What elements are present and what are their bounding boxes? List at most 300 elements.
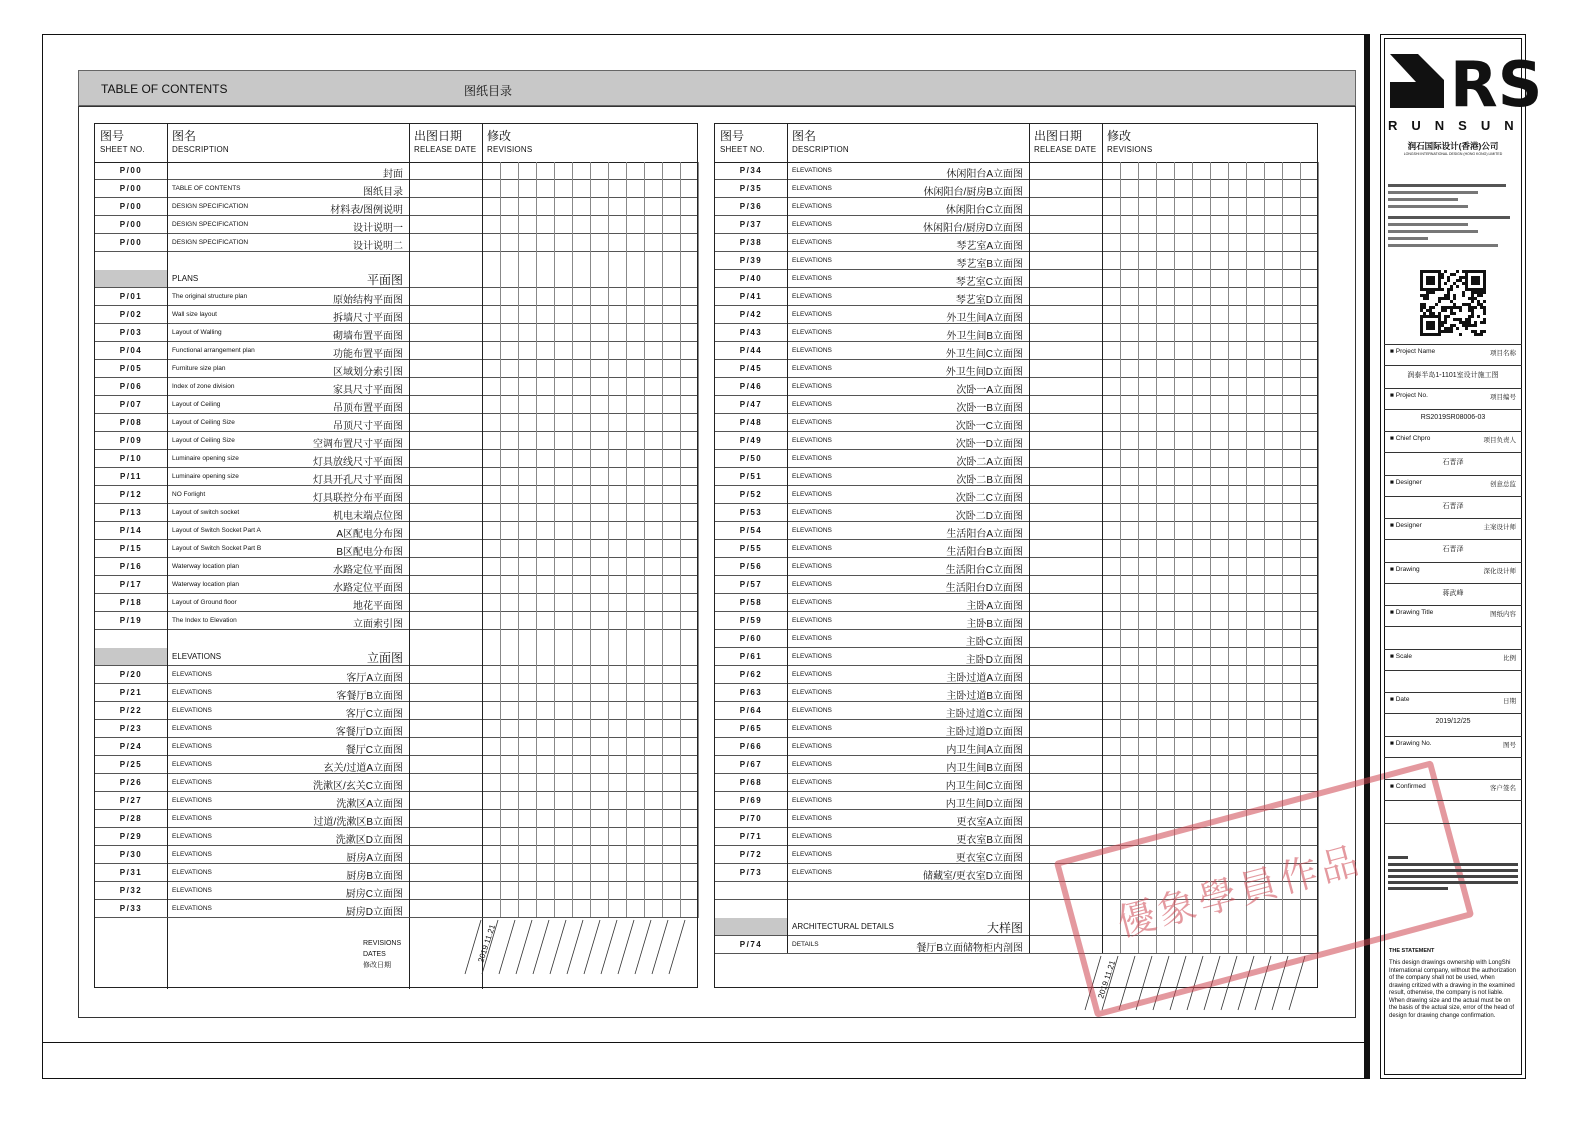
toc-row: [715, 468, 1317, 486]
revision-grid-line: [1120, 162, 1121, 954]
sheet-description-cn: 琴艺室B立面图: [956, 259, 1023, 270]
sheet-number: P/13: [119, 508, 143, 517]
toc-row: [715, 594, 1317, 612]
sheet-description-en: ELEVATIONS: [792, 275, 832, 282]
toc-row: [715, 792, 1317, 810]
section-shade: [95, 270, 167, 287]
sheet-number: P/67: [739, 760, 763, 769]
section-row: [95, 648, 697, 666]
sheet-number: P/35: [739, 184, 763, 193]
sheet-description-en: Wall size layout: [172, 311, 217, 318]
sheet-description-cn: 琴艺室A立面图: [956, 241, 1023, 252]
sheet-description-en: Layout of Ceiling: [172, 401, 221, 408]
sheet-number: P/19: [119, 616, 143, 625]
table-header: [95, 124, 697, 163]
field-label-cn: 项目负责人: [1483, 437, 1516, 444]
sheet-number: P/70: [739, 814, 763, 823]
sheet-description-en: Waterway location plan: [172, 581, 239, 588]
field-label-cn: 比例: [1503, 654, 1516, 662]
title-block-divider: [1384, 626, 1522, 627]
toc-row: [95, 594, 697, 612]
sheet-number: P/46: [739, 382, 763, 391]
sheet-description-cn: 生活阳台A立面图: [946, 529, 1023, 540]
toc-row: [95, 180, 697, 198]
field-label-cn: 图纸内容: [1490, 611, 1516, 618]
toc-row: [715, 720, 1317, 738]
revision-grid-line: [1138, 162, 1139, 954]
sheet-description-en: ELEVATIONS: [172, 671, 212, 678]
sheet-description-cn: 更衣室A立面图: [956, 817, 1023, 828]
sheet-description-en: ELEVATIONS: [792, 293, 832, 300]
sheet-description-en: Luminaire opening size: [172, 473, 239, 480]
sheet-description-cn: 次卧一C立面图: [955, 421, 1023, 432]
sheet-number: P/63: [739, 688, 763, 697]
sheet-number: P/07: [119, 400, 143, 409]
toc-row: [95, 702, 697, 720]
section-title-cn: 立面图: [366, 651, 403, 665]
sheet-description-en: ELEVATIONS: [792, 365, 832, 372]
sheet-number: P/45: [739, 364, 763, 373]
release-date-header-en: RELEASE DATE: [1034, 145, 1097, 154]
sheet-description-cn: 餐厅B立面储物柜内剖图: [916, 943, 1023, 954]
toc-row: [715, 162, 1317, 180]
toc-row: [95, 558, 697, 576]
toc-row: [95, 504, 697, 522]
sheet-number: P/26: [119, 778, 143, 787]
sheet-description-cn: 主卧过道A立面图: [946, 673, 1023, 684]
sheet-number: P/53: [739, 508, 763, 517]
sheet-description-en: ELEVATIONS: [792, 221, 832, 228]
table-header: [715, 124, 1317, 163]
sheet-number: P/14: [119, 526, 143, 535]
sheet-description-cn: 生活阳台D立面图: [945, 583, 1023, 594]
sheet-number: P/24: [119, 742, 143, 751]
sheet-description-cn: B区配电分布图: [336, 547, 403, 558]
sheet-description-en: ELEVATIONS: [792, 257, 832, 264]
title-block-divider: [1384, 757, 1522, 758]
toc-row: [715, 414, 1317, 432]
sheet-description-en: Layout of Walling: [172, 329, 222, 336]
sheet-number: P/09: [119, 436, 143, 445]
toc-row: [95, 342, 697, 360]
sheet-description-en: ELEVATIONS: [792, 815, 832, 822]
sheet-description-cn: 休闲阳台C立面图: [945, 205, 1023, 216]
field-label: ■ Drawing No.: [1390, 739, 1432, 747]
sheet-description-cn: 外卫生间C立面图: [945, 349, 1023, 360]
sheet-description-en: ELEVATIONS: [172, 797, 212, 804]
sheet-number: P/05: [119, 364, 143, 373]
sheet-description-en: ELEVATIONS: [792, 437, 832, 444]
sheet-description-cn: 洗漱区A立面图: [336, 799, 403, 810]
sheet-description-en: ELEVATIONS: [792, 563, 832, 570]
sheet-description-en: ELEVATIONS: [792, 239, 832, 246]
toc-row: [715, 756, 1317, 774]
sheet-description-cn: 主卧A立面图: [966, 601, 1023, 612]
sheet-number: P/50: [739, 454, 763, 463]
sheet-description-en: ELEVATIONS: [792, 455, 832, 462]
sheet-description-cn: 更衣室C立面图: [955, 853, 1023, 864]
toc-row: [95, 432, 697, 450]
section-title-en: ELEVATIONS: [172, 652, 222, 661]
field-value: RS2019SR08006-03: [1420, 413, 1486, 421]
section-row: [95, 270, 697, 288]
toc-row: [715, 486, 1317, 504]
section-title-cn: 大样图: [986, 921, 1023, 935]
sheet-no-header-en: SHEET NO.: [100, 145, 145, 154]
sheet-number: P/37: [739, 220, 763, 229]
toc-row: [95, 810, 697, 828]
toc-title-en: TABLE OF CONTENTS: [101, 82, 228, 96]
sheet-description-cn: 封面: [383, 169, 403, 180]
toc-row: [715, 198, 1317, 216]
sheet-description-en: ELEVATIONS: [792, 419, 832, 426]
sheet-number: P/06: [119, 382, 143, 391]
sheet-number: P/22: [119, 706, 143, 715]
release-date-header: 出图日期 RELEASE DATE: [414, 129, 477, 154]
sheet-description-cn: 拆墙尺寸平面图: [333, 313, 403, 324]
revision-hatch: [465, 918, 697, 978]
sheet-description-en: ELEVATIONS: [792, 797, 832, 804]
sheet-number: P/00: [119, 202, 143, 211]
sheet-description-cn: 次卧一A立面图: [956, 385, 1023, 396]
toc-row: [715, 522, 1317, 540]
sheet-number: P/62: [739, 670, 763, 679]
sheet-number: P/00: [119, 238, 143, 247]
sheet-number: P/58: [739, 598, 763, 607]
sheet-description-en: ELEVATIONS: [792, 509, 832, 516]
toc-row: [95, 720, 697, 738]
sheet-description-en: DESIGN SPECIFICATION: [172, 221, 249, 228]
sheet-description-cn: 家具尺寸平面图: [333, 385, 403, 396]
sheet-description-cn: 水路定位平面图: [333, 565, 403, 576]
sheet-number: P/00: [119, 220, 143, 229]
sheet-description-cn: 主卧过道C立面图: [945, 709, 1023, 720]
sheet-number: P/00: [119, 166, 143, 175]
sheet-description-en: ELEVATIONS: [792, 599, 832, 606]
section-shade: [715, 918, 787, 935]
sheet-number: P/48: [739, 418, 763, 427]
sheet-description-cn: 功能布置平面图: [333, 349, 403, 360]
revision-grid-line: [572, 162, 573, 918]
revision-grid-line: [500, 162, 501, 918]
sheet-number: P/11: [119, 472, 142, 481]
toc-row: [715, 504, 1317, 522]
toc-row: [715, 396, 1317, 414]
sheet-description-en: ELEVATIONS: [792, 347, 832, 354]
toc-row: [715, 540, 1317, 558]
sheet-number: P/25: [119, 760, 143, 769]
sheet-description-en: ELEVATIONS: [792, 401, 832, 408]
toc-row: [95, 450, 697, 468]
sheet-description-en: Furniture size plan: [172, 365, 226, 372]
sheet-number: P/44: [739, 346, 763, 355]
sheet-description-en: ELEVATIONS: [792, 617, 832, 624]
revision-date-value: 2019.11.21: [476, 923, 498, 964]
description-header-en: DESCRIPTION: [172, 145, 229, 154]
sheet-description-en: ELEVATIONS: [792, 491, 832, 498]
field-label-cn: 深化设计师: [1483, 567, 1516, 575]
sheet-description-cn: 厨房B立面图: [346, 871, 403, 882]
field-label: ■ Scale: [1390, 652, 1412, 660]
sheet-description-cn: 地花平面图: [353, 601, 403, 612]
toc-row: [715, 216, 1317, 234]
sheet-description-en: Layout of Ceiling Size: [172, 419, 235, 426]
sheet-description-en: ELEVATIONS: [172, 905, 212, 912]
sheet-description-en: ELEVATIONS: [172, 833, 212, 840]
revision-grid-line: [518, 162, 519, 918]
field-value: 石晋泽: [1442, 459, 1464, 466]
sheet-description-en: The Index to Elevation: [172, 617, 237, 624]
sheet-description-cn: 次卧二A立面图: [956, 457, 1023, 468]
sheet-description-cn: 主卧B立面图: [966, 619, 1023, 630]
toc-row: [95, 288, 697, 306]
toc-row: [95, 468, 697, 486]
runsun-logo: [1390, 48, 1543, 121]
sheet-description-en: ELEVATIONS: [792, 203, 832, 210]
column-divider: [482, 124, 483, 989]
sheet-description-en: ELEVATIONS: [792, 527, 832, 534]
toc-row: [715, 558, 1317, 576]
toc-row: [715, 666, 1317, 684]
toc-row: [715, 684, 1317, 702]
toc-row: [715, 612, 1317, 630]
sheet-number: P/00: [119, 184, 143, 193]
revisions-header: 修改 REVISIONS: [487, 129, 533, 154]
toc-row: [95, 396, 697, 414]
field-label: ■ Project No.: [1390, 391, 1428, 399]
sheet-number: P/03: [119, 328, 143, 337]
sheet-number: P/49: [739, 436, 763, 445]
toc-row: [95, 756, 697, 774]
sheet-description-cn: 次卧二C立面图: [955, 493, 1023, 504]
release-date-header: 出图日期 RELEASE DATE: [1034, 129, 1097, 154]
toc-row: [715, 234, 1317, 252]
toc-row: [715, 288, 1317, 306]
sheet-number: P/66: [739, 742, 763, 751]
title-block-divider: [1384, 713, 1522, 714]
toc-row: [95, 162, 697, 180]
revisions-header: 修改 REVISIONS: [1107, 129, 1153, 154]
sheet-description-en: NO Forlight: [172, 491, 206, 498]
toc-row: [95, 306, 697, 324]
sheet-description-en: ELEVATIONS: [792, 689, 832, 696]
sheet-number: P/08: [119, 418, 143, 427]
statement-title: THE STATEMENT: [1389, 948, 1435, 954]
sheet-description-en: ELEVATIONS: [792, 869, 832, 876]
sheet-description-cn: 区域划分索引图: [333, 367, 403, 378]
sheet-number: P/12: [119, 490, 143, 499]
sheet-number: P/56: [739, 562, 763, 571]
sheet-description-en: DESIGN SPECIFICATION: [172, 239, 249, 246]
sheet-number: P/10: [119, 454, 143, 463]
revision-grid-line: [698, 162, 699, 918]
dates-label: DATES: [363, 951, 386, 958]
release-date-header-en: RELEASE DATE: [414, 145, 477, 154]
description-header: 图名 DESCRIPTION: [172, 129, 229, 154]
sheet-description-cn: 外卫生间D立面图: [945, 367, 1023, 378]
sheet-description-cn: 次卧二D立面图: [955, 511, 1023, 522]
sheet-description-cn: 内卫生间A立面图: [946, 745, 1023, 756]
title-block-divider: [1384, 452, 1522, 453]
brand-name: RUNSUN: [1388, 118, 1528, 133]
logo-letters: RS: [1450, 48, 1543, 121]
sheet-description-en: ELEVATIONS: [792, 743, 832, 750]
toc-row: [715, 180, 1317, 198]
description-header-en: DESCRIPTION: [792, 145, 849, 154]
sheet-description-cn: A区配电分布图: [336, 529, 403, 540]
field-label-cn: 客户签名: [1490, 785, 1516, 792]
sheet-description-en: Index of zone division: [172, 383, 235, 390]
column-divider: [167, 124, 168, 989]
sheet-description-en: ELEVATIONS: [172, 869, 212, 876]
sheet-number: P/41: [739, 292, 763, 301]
revisions-dates-label: [363, 938, 401, 971]
sheet-number: P/47: [739, 400, 763, 409]
revision-grid-line: [590, 162, 591, 918]
sheet-number: P/16: [119, 562, 143, 571]
toc-row: [715, 342, 1317, 360]
sheet-description-cn: 空调布置尺寸平面图: [313, 439, 403, 450]
stamp-text: 優象學員作品: [1112, 837, 1368, 946]
sheet-number: P/51: [739, 472, 763, 481]
sheet-description-en: ELEVATIONS: [792, 707, 832, 714]
sheet-description-cn: 休闲阳台A立面图: [946, 169, 1023, 180]
sheet-description-en: ELEVATIONS: [792, 851, 832, 858]
sheet-description-cn: 更衣室B立面图: [956, 835, 1023, 846]
toc-row: [715, 702, 1317, 720]
sheet-number: P/71: [739, 832, 763, 841]
sheet-description-en: ELEVATIONS: [792, 671, 832, 678]
field-value: 石晋泽: [1442, 502, 1464, 510]
toc-row: [95, 234, 697, 252]
sheet-description-cn: 厨房C立面图: [345, 889, 403, 900]
toc-row: [95, 522, 697, 540]
field-value: 石晋泽: [1442, 546, 1464, 553]
revision-grid-line: [626, 162, 627, 918]
sheet-number: P/31: [119, 868, 143, 877]
section-title-cn: 平面图: [366, 273, 403, 287]
field-label: ■ Drawing: [1390, 565, 1420, 573]
sheet-number: P/23: [119, 724, 143, 733]
field-label: ■ Chief Chpro: [1390, 435, 1431, 442]
sheet-description-en: ELEVATIONS: [172, 725, 212, 732]
sheet-no-header: 图号 SHEET NO.: [100, 129, 145, 154]
sheet-description-en: DESIGN SPECIFICATION: [172, 203, 249, 210]
toc-row: [95, 324, 697, 342]
title-block-divider: [1384, 823, 1522, 824]
sheet-description-cn: 外卫生间A立面图: [946, 313, 1023, 324]
sheet-number: P/61: [739, 652, 763, 661]
sheet-description-cn: 材料表/图例说明: [330, 205, 403, 216]
sheet-description-cn: 客餐厅D立面图: [335, 727, 403, 738]
sheet-number: P/32: [119, 886, 143, 895]
toc-row: [715, 576, 1317, 594]
revision-grid-line: [554, 162, 555, 918]
toc-row: [95, 414, 697, 432]
column-divider: [1029, 124, 1030, 954]
sheet-description-cn: 次卧一B立面图: [956, 403, 1023, 414]
toc-row: [715, 360, 1317, 378]
column-divider: [1102, 124, 1103, 954]
toc-row: [95, 360, 697, 378]
sheet-description-cn: 客厅A立面图: [346, 673, 403, 684]
toc-row: [95, 486, 697, 504]
sheet-description-cn: 主卧D立面图: [965, 655, 1023, 666]
title-block-divider: [1384, 670, 1522, 671]
sheet-description-en: ELEVATIONS: [792, 761, 832, 768]
sheet-number: P/65: [739, 724, 763, 733]
revision-grid-line: [536, 162, 537, 918]
sheet-description-en: ELEVATIONS: [172, 761, 212, 768]
sheet-description-cn: 次卧一D立面图: [955, 439, 1023, 450]
title-block-divider: [1384, 583, 1522, 584]
sheet-description-en: DETAILS: [792, 941, 819, 948]
sheet-no-header-en: SHEET NO.: [720, 145, 765, 154]
sheet-description-cn: 原始结构平面图: [333, 295, 403, 306]
sheet-description-en: Layout of switch socket: [172, 509, 240, 516]
declaration-block: [1388, 852, 1520, 904]
field-label-cn: 主案设计师: [1483, 524, 1516, 531]
sheet-description-cn: 休闲阳台/厨房B立面图: [923, 187, 1023, 198]
sheet-description-en: ELEVATIONS: [792, 311, 832, 318]
sheet-number: P/36: [739, 202, 763, 211]
sheet-description-en: ELEVATIONS: [792, 581, 832, 588]
sheet-number: P/59: [739, 616, 763, 625]
sheet-description-en: ELEVATIONS: [172, 815, 212, 822]
field-label: ■ Project Name: [1390, 348, 1436, 355]
sheet-number: P/01: [119, 292, 143, 301]
sheet-number: P/60: [739, 634, 763, 643]
sheet-description-cn: 过道/洗漱区B立面图: [313, 817, 403, 828]
column-divider: [409, 124, 410, 989]
toc-row: [95, 846, 697, 864]
sheet-description-en: Layout of Switch Socket Part A: [172, 527, 261, 534]
toc-table-left: [94, 123, 698, 988]
sheet-number: P/69: [739, 796, 763, 805]
sheet-description-cn: 琴艺室C立面图: [955, 277, 1023, 288]
sheet-description-cn: 主卧过道D立面图: [945, 727, 1023, 738]
revision-grid-line: [644, 162, 645, 918]
sheet-number: P/40: [739, 274, 763, 283]
sheet-number: P/74: [739, 940, 763, 949]
toc-row: [715, 252, 1317, 270]
description-header: 图名 DESCRIPTION: [792, 129, 849, 154]
statement-text: This design drawings ownership with LongShi International company, without the authorization of the company shall not be used, when drawing critized with a drawing in the examined result, otherwise, the company is not liable. When drawing size and the actual must be on the basis of the actual size, error of the head of design for drawing change confirmation.: [1389, 960, 1516, 1019]
sheet-description-cn: 吊顶尺寸平面图: [333, 421, 403, 432]
sheet-description-en: Functional arrangement plan: [172, 347, 255, 354]
toc-row: [95, 738, 697, 756]
sheet-number: P/04: [119, 346, 143, 355]
section-title-en: PLANS: [172, 274, 199, 283]
sheet-description-en: ELEVATIONS: [172, 689, 212, 696]
sheet-description-cn: 客厅C立面图: [345, 709, 403, 720]
sheet-description-cn: 餐厅C立面图: [345, 745, 403, 756]
toc-row: [95, 216, 697, 234]
sheet-description-cn: 生活阳台C立面图: [945, 565, 1023, 576]
sheet-number: P/73: [739, 868, 763, 877]
title-block-divider: [1384, 800, 1522, 801]
field-label: ■ Designer: [1390, 522, 1422, 529]
sheet-description-cn: 砌墙布置平面图: [333, 331, 403, 342]
toc-row: [95, 828, 697, 846]
qr-code: [1420, 270, 1486, 336]
sheet-description-cn: 灯具放线尺寸平面图: [313, 457, 403, 468]
sheet-description-cn: 机电末端点位图: [333, 511, 403, 522]
sheet-description-cn: 设计说明二: [353, 241, 403, 252]
sheet-number: P/68: [739, 778, 763, 787]
revision-grid-line: [608, 162, 609, 918]
field-label: ■ Date: [1390, 696, 1410, 703]
